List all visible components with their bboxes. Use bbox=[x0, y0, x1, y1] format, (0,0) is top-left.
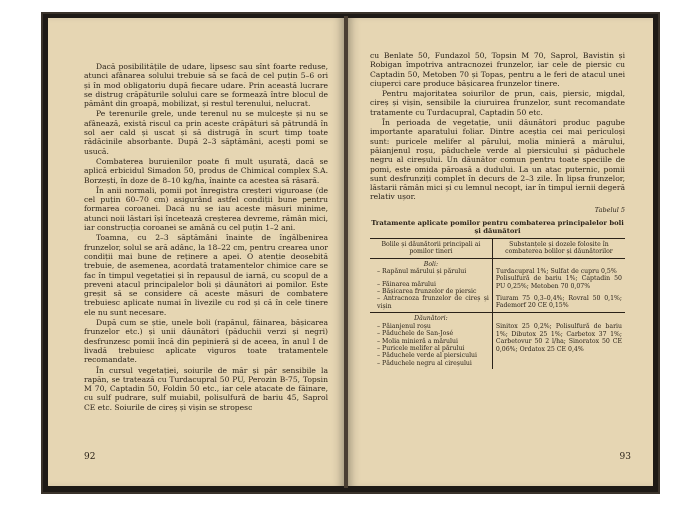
list-item: – Antracnoza frunzelor de cireș și vișin bbox=[377, 295, 489, 310]
list-item: – Făinarea mărului bbox=[377, 280, 436, 288]
list-item: – Bășicarea frunzelor de piersic bbox=[377, 288, 477, 296]
page-number: 92 bbox=[84, 452, 96, 462]
table-row bbox=[370, 313, 625, 369]
paragraph: Combaterea buruienilor poate fi mult ușurată, dacă se aplică erbicidul Simadon 50, produs de Chimical complex S.A. Borzești, în doze de 8–10 kg/ha, înainte ca acestea să răsară. bbox=[84, 156, 328, 185]
group-heading: Dăunători: bbox=[414, 315, 448, 323]
paragraph: În anii normali, pomii pot înregistra creșteri viguroase (de cel puțin 60–70 cm) asigurând astfel condiții bune pentru formarea coroanei. Dacă nu se iau aceste măsuri minime, atunci noii lăstari își încetează creșterea devreme, rămân mici, iar construcția coroanei se amână cu cel puțin 1–2 ani. bbox=[84, 185, 328, 233]
paragraph: Pe terenurile grele, unde terenul nu se mulcește și nu se afânează, există riscul ca prin aceste crăpături să pătrundă în sol aer cald și uscat și să distrugă în scurt timp toate rădăcinile absorbante. După 2–3 săptămâni, acești pomi se usucă. bbox=[84, 109, 328, 156]
right-page-text bbox=[370, 51, 625, 369]
table-title: Tratamente aplicate pomilor pentru combaterea principalelor boli și dăunători bbox=[371, 219, 624, 236]
list-item: – Păduchele negru al cireșului bbox=[377, 359, 472, 367]
right-page bbox=[348, 18, 653, 486]
list-item: – Păianjenul roșu bbox=[377, 322, 431, 330]
diseases-cell bbox=[370, 258, 492, 312]
list-item: – Păduchele verde al piersicului bbox=[377, 352, 478, 360]
column-header: Bolile și dăunătorii principali ai pomilor tineri bbox=[370, 239, 492, 259]
paragraph: În perioada de vegetație, unii dăunători produc pagube importante aparatului foliar. Dintre aceștia cei mai periculoși sunt: puricele melifer al părului, molia minieră a mărului, păianjenul roșu, păduchele verde al piersicului și păduchele negru al cireșului. Un dăunător comun pentru toate speciile de pomi, este omida păroasă a dudului. La un atac puternic, pomii sunt desfrunziți complet în decurs de 2–3 zile. În lipsa frunzelor, lăstarii rămân mici și cu lemnul necopt, iar în timpul iernii degeră relativ ușor. bbox=[370, 118, 625, 202]
treatment-table bbox=[370, 238, 625, 369]
group-heading: Boli: bbox=[423, 260, 439, 268]
paragraph: După cum se știe, unele boli (rapănul, făinarea, bășicarea frunzelor etc.) și unii dăunători (păduchii verzi și negri) desfrunzesc pomii încă din pepinieră și de aceea, în anul I de livadă trebuiesc aplicate viguros toate tratamentele recomandate. bbox=[84, 318, 328, 365]
open-book bbox=[43, 14, 658, 492]
substance-entry: Turdacupral 1%; Sulfat de cupru 0,5% bbox=[495, 267, 617, 275]
table-header-row bbox=[370, 239, 625, 259]
substance-entry: Polisulfură de bariu 1%; Captadin 50 PU 0,25%; Metoben 70 0,07% bbox=[495, 275, 622, 290]
page-number: 93 bbox=[619, 452, 631, 462]
substances-cell bbox=[492, 258, 625, 312]
column-header: Substanțele și dozele folosite în combaterea bolilor și dăunătorilor bbox=[492, 239, 625, 259]
pests-cell bbox=[370, 313, 492, 369]
paragraph: Toamna, cu 2–3 săptămâni înainte de îngălbenirea frunzelor, solul se ară adânc, la 18–22 cm, pentru crearea unor condiții mai bune de reținere a apei. O atenție deosebită trebuie, de asemenea, acordată tratamentelor chimice care se fac în timpul vegetației și în repausul de iarnă, cu scopul de a preveni atacul principalelor boli și dăunători ai pomilor. Este greșit să se considere că aceste măsuri de combatere trebuiesc aplicate numai în livezile cu rod și că în cele tinere ele nu sunt necesare. bbox=[84, 233, 328, 317]
left-page bbox=[48, 18, 344, 486]
paragraph: În cursul vegetației, soiurile de măr și păr sensibile la rapăn, se tratează cu Turdacupral 50 PU, Perozin B-75, Topsin M 70, Captadin 50, Foldin 50 etc., iar cele atacate de făinare, cu sulf pudrare, sulf muiabil, polisulfură de bariu 45, Saprol CE etc. Soiurile de cireș și vișin se stropesc bbox=[84, 365, 328, 412]
paragraph: cu Benlate 50, Fundazol 50, Topsin M 70, Saprol, Bavistin și Robigan împotriva antracnozei frunzelor, iar cele de piersic cu Captadin 50, Metoben 70 și Topas, pentru a le feri de atacul unei ciuperci care produce bășicarea frunzelor tinere. bbox=[370, 51, 625, 88]
list-item: – Păduchele de San-José bbox=[377, 330, 454, 338]
paragraph: Dacă posibilitățile de udare, lipsesc sau sînt foarte reduse, atunci afânarea solului trebuie să se facă de cel puțin 5–6 ori și în mod obligatoriu după fiecare udare. Prin această lucrare se distrug crăpăturile solului care se formează între blocul de pământ din groapă, mobilizat, și restul terenului, nelucrat. bbox=[84, 62, 328, 109]
list-item: – Rapănul mărului și părului bbox=[377, 268, 467, 276]
substance-entry: Tiuram 75 0,3–0,4%; Rovral 50 0,1%; Fademorf 20 CE 0,15% bbox=[495, 295, 622, 310]
left-page-text bbox=[84, 62, 328, 413]
substances-cell bbox=[492, 313, 625, 369]
list-item: – Puricele melifer al părului bbox=[377, 344, 465, 352]
substance-entry: Sinitox 25 0,2%; Polisulfură de bariu 1%; Dibutox 25 1%; Carbetox 37 1%; Carbetovur 50 2 l/ha; Sinoratox 50 CE 0,06%; Ordatox 25 CE 0,4% bbox=[495, 323, 622, 353]
table-label: Tabelul 5 bbox=[594, 205, 625, 214]
list-item: – Molia minieră a mărului bbox=[377, 337, 458, 345]
paragraph: Pentru majoritatea soiurilor de prun, cais, piersic, migdal, cireș și vișin, sensibile la ciuruirea frunzelor, sunt recomandate tratamente cu Turdacupral, Captadin 50 etc. bbox=[370, 89, 625, 117]
table-row bbox=[370, 258, 625, 312]
